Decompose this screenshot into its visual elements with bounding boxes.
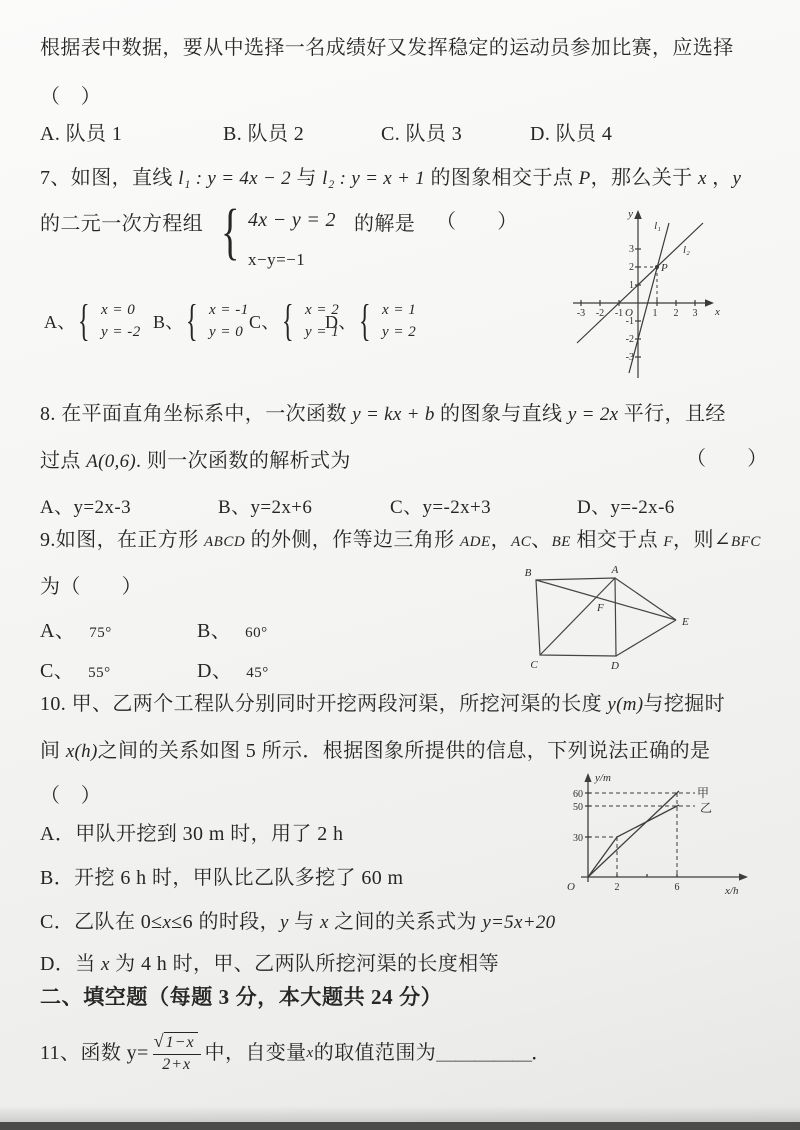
q11-seg3: 的取值范围为 [313,1041,437,1064]
q9-seg2: 的外侧，作等边三角形 [245,529,460,551]
sqrt-icon: √ [153,1031,164,1052]
q7-option-d-eq1: x = 1 [381,302,417,318]
q6-stem-line1: 根据表中数据，要从中选择一名成绩好又发挥稳定的运动员参加比赛，应选择 [40,37,734,59]
q11-fraction [153,1032,201,1074]
q7-ytick: 1 [629,280,634,291]
q7-seg5: ， [706,167,733,189]
q9-figure-label-d: D [611,660,619,672]
q10-ytick-30: 30 [573,833,583,844]
q11-seg1: 11、函数 y= [40,1041,149,1064]
q9-option-a-label: A、 [40,620,76,642]
q7-stem-line1 [40,166,782,191]
q7-graph-figure [563,203,795,388]
intersection-point-dot [655,265,659,269]
q10-series-yi-label: 乙 [700,801,713,815]
q7-option-b-label: B、 [153,312,184,332]
q7-ytick: -1 [625,316,634,327]
q10-option-a: A．甲队开挖到 30 m 时，用了 2 h [40,823,344,845]
q9-bfc: BFC [731,534,761,550]
q6-option-b: B. 队员 2 [223,123,305,145]
q10-optd-x: x [101,954,110,975]
q7-option-d [325,296,417,345]
q10-ytick-50: 50 [573,802,583,813]
q8-line2a: 过点 [40,450,87,472]
q9-abcd: ABCD [204,534,246,550]
q11-radicand: 1−x [164,1032,198,1052]
q7-seg2: 与 [290,167,323,189]
q6-option-a: A. 队员 1 [40,123,123,145]
q7-ytick: 2 [629,262,634,273]
q7-option-d-brace: { [358,296,371,345]
q7-option-c-brace: { [281,296,294,345]
q9-option-c [40,654,111,683]
q7-ytick: -2 [625,334,634,345]
q10-option-d [40,947,760,976]
q10-optc-seg3: 与 [288,911,320,933]
q8-option-d: D、y=-2x-6 [577,497,675,518]
q7-option-a [44,296,141,345]
q11-fraction-denominator: 2+x [162,1055,192,1073]
q7-ytick: 3 [629,244,634,255]
q7-xtick: -2 [595,308,605,319]
q10-graph-xlabel: x/h [725,885,739,897]
q9-ac: AC [511,534,532,550]
q10-line-graph [545,767,760,899]
q9-option-d [197,654,269,683]
q10-stem-line1 [40,692,782,717]
q9-be: BE [551,534,571,550]
q10-optc-x2: x [319,912,329,933]
q7-xtick: 2 [673,308,679,319]
q10-ytick-60: 60 [573,789,583,800]
q10-optc-x1: x [162,912,172,933]
q11-fraction-numerator [153,1032,201,1054]
q10-paren: （ ） [40,785,102,807]
y-axis-arrow-icon [584,773,591,782]
q11-var-x: x [306,1044,314,1061]
q10-xtick-6: 6 [674,882,680,893]
q7-system-brace: { [221,198,240,266]
q8-stem-line2 [40,449,351,474]
q7-graph-ylabel: y [628,208,633,220]
q10-graph-origin: O [567,881,575,893]
q9-figure-label-a: A [611,564,619,576]
q10-option-b: B．开挖 6 h 时，甲队比乙队多挖了 60 m [40,867,404,889]
q7-point-p: P [578,168,591,189]
q10-seg2: 与挖掘时 [643,693,726,715]
q10-seg1: 10. 甲、乙两个工程队分别同时开挖两段河渠，所挖河渠的长度 [40,693,608,715]
q8-seg3: 平行，且经 [618,403,726,425]
q7-line1-formula: l₁ : y = 4x − 2 [178,168,291,189]
q10-option-c [40,905,760,934]
q10-stem-line2 [40,739,760,764]
q8-seg1: 8. 在平面直角坐标系中，一次函数 [40,403,353,425]
q9-ade: ADE [459,534,491,550]
q10-optd-seg1: D．当 [40,953,102,975]
q7-graph-origin: O [625,307,633,319]
q7-option-a-eq2: y = -2 [100,324,141,340]
q7-xtick: -3 [576,308,586,319]
q7-var-x: x [697,168,707,189]
q11-period: ． [531,1041,552,1064]
q10-optc-eq: y=5x+20 [482,912,556,933]
q7-option-c-eq2: y = 1 [304,324,340,340]
q9-figure-label-f: F [597,602,604,614]
q7-line2-mid: 的解是 [354,213,416,235]
q6-option-d: D. 队员 4 [530,123,613,145]
photo-bottom-bar [0,1122,800,1130]
q9-seg1: 9.如图，在正方形 [40,529,204,551]
q9-option-c-value: 55° [88,665,111,681]
q7-line2-formula: l₂ : y = x + 1 [322,168,426,189]
q9-stem-line1 [40,528,782,553]
q7-option-c-label: C、 [249,312,280,332]
q7-graph-p-label: P [661,262,668,274]
q7-graph-xlabel: x [715,306,720,318]
q11-answer-blank: ＿＿＿＿＿ [436,1041,532,1064]
q7-system-eq1: 4x − y = 2 [248,209,336,231]
q9-option-a [40,614,112,643]
q7-option-b-brace: { [185,296,198,345]
y-axis-arrow-icon [634,210,642,219]
x-axis-arrow-icon [705,299,714,307]
q10-optc-seg1: C．乙队在 0≤ [40,911,163,933]
q7-graph-l1-label: l₁ [654,220,661,232]
q7-seg1: 7、如图，直线 [40,167,179,189]
q7-var-y: y [732,168,742,189]
q10-ym: y(m) [607,694,644,715]
q10-graph-ylabel: y/m [595,772,611,784]
q9-seg6: ，则∠ [673,529,732,551]
q9-f: F [663,534,674,550]
q8-stem-line1 [40,402,782,427]
section2-title: 二、填空题（每题 3 分，本大题共 24 分） [40,985,443,1009]
q9-option-c-label: C、 [40,660,75,682]
q8-line2b: . 则一次函数的解析式为 [136,450,351,472]
q9-option-b-label: B、 [197,620,232,642]
q7-option-a-label: A、 [44,312,76,332]
q11-seg2: 中，自变量 [204,1041,307,1064]
q6-paren: （ ） [40,86,102,108]
q9-option-d-label: D、 [197,660,233,682]
q7-xtick: 1 [652,308,658,319]
q9-geometry-figure [513,563,718,681]
q7-ytick: -3 [625,352,634,363]
q10-optc-seg4: 之间的关系式为 [328,911,483,933]
q8-formula-kxb: y = kx + b [352,404,435,425]
q9-figure-label-c: C [530,659,538,671]
q10-line2b: 之间的关系如图 5 所示．根据图象所提供的信息，下列说法正确的是 [97,740,711,762]
q10-xh: x(h) [65,741,98,762]
q7-seg3: 的图象相交于点 [425,167,579,189]
q7-option-a-brace: { [77,296,90,345]
q7-option-b-eq2: y = 0 [208,324,244,340]
q8-paren: （ ） [686,448,768,470]
q10-line2a: 间 [40,740,66,762]
q9-option-d-value: 45° [246,665,269,681]
q11-stem [40,1026,552,1080]
q8-option-b: B、y=2x+6 [218,497,313,518]
q7-xtick: -1 [614,308,624,319]
q9-stem-line2: 为（ ） [40,576,142,598]
q8-point-a: A(0,6) [86,451,137,472]
q10-optc-seg2: ≤6 的时段， [171,911,281,933]
q9-figure-label-b: B [524,567,532,579]
q10-xtick-2: 2 [614,882,620,893]
q7-paren: （ ） [436,211,518,233]
q8-option-c: C、y=-2x+3 [390,497,492,518]
q7-option-b-eq1: x = -1 [208,302,249,318]
q8-option-a: A、y=2x-3 [40,497,131,518]
q9-option-a-value: 75° [89,625,112,641]
q7-option-a-eq1: x = 0 [100,302,136,318]
q7-system-eq2: x−y=−1 [248,250,306,269]
q9-seg4: 、 [531,529,552,551]
q9-seg5: 相交于点 [570,529,664,551]
q10-optc-y: y [280,912,289,933]
photo-bottom-shade [0,1106,800,1122]
q7-xtick: 3 [692,308,698,319]
q9-seg3: ， [490,529,512,551]
q7-graph-l2-label: l₂ [683,244,690,256]
q7-option-d-label: D、 [325,312,357,332]
q8-formula-2x: y = 2x [567,404,619,425]
q7-seg4: ，那么关于 [590,167,698,189]
q7-option-c-eq1: x = 2 [304,302,340,318]
q7-line2-lead: 的二元一次方程组 [40,213,204,235]
q6-option-c: C. 队员 3 [381,123,463,145]
x-axis-arrow-icon [739,873,748,880]
q9-figure-label-e: E [682,616,689,628]
q8-seg2: 的图象与直线 [434,403,568,425]
q10-optd-seg2: 为 4 h 时，甲、乙两队所挖河渠的长度相等 [109,953,499,975]
q9-option-b [197,614,268,643]
q10-series-jia-label: 甲 [697,786,710,800]
q7-option-b [153,296,249,345]
q9-option-b-value: 60° [245,625,268,641]
q7-option-d-eq2: y = 2 [381,324,417,340]
